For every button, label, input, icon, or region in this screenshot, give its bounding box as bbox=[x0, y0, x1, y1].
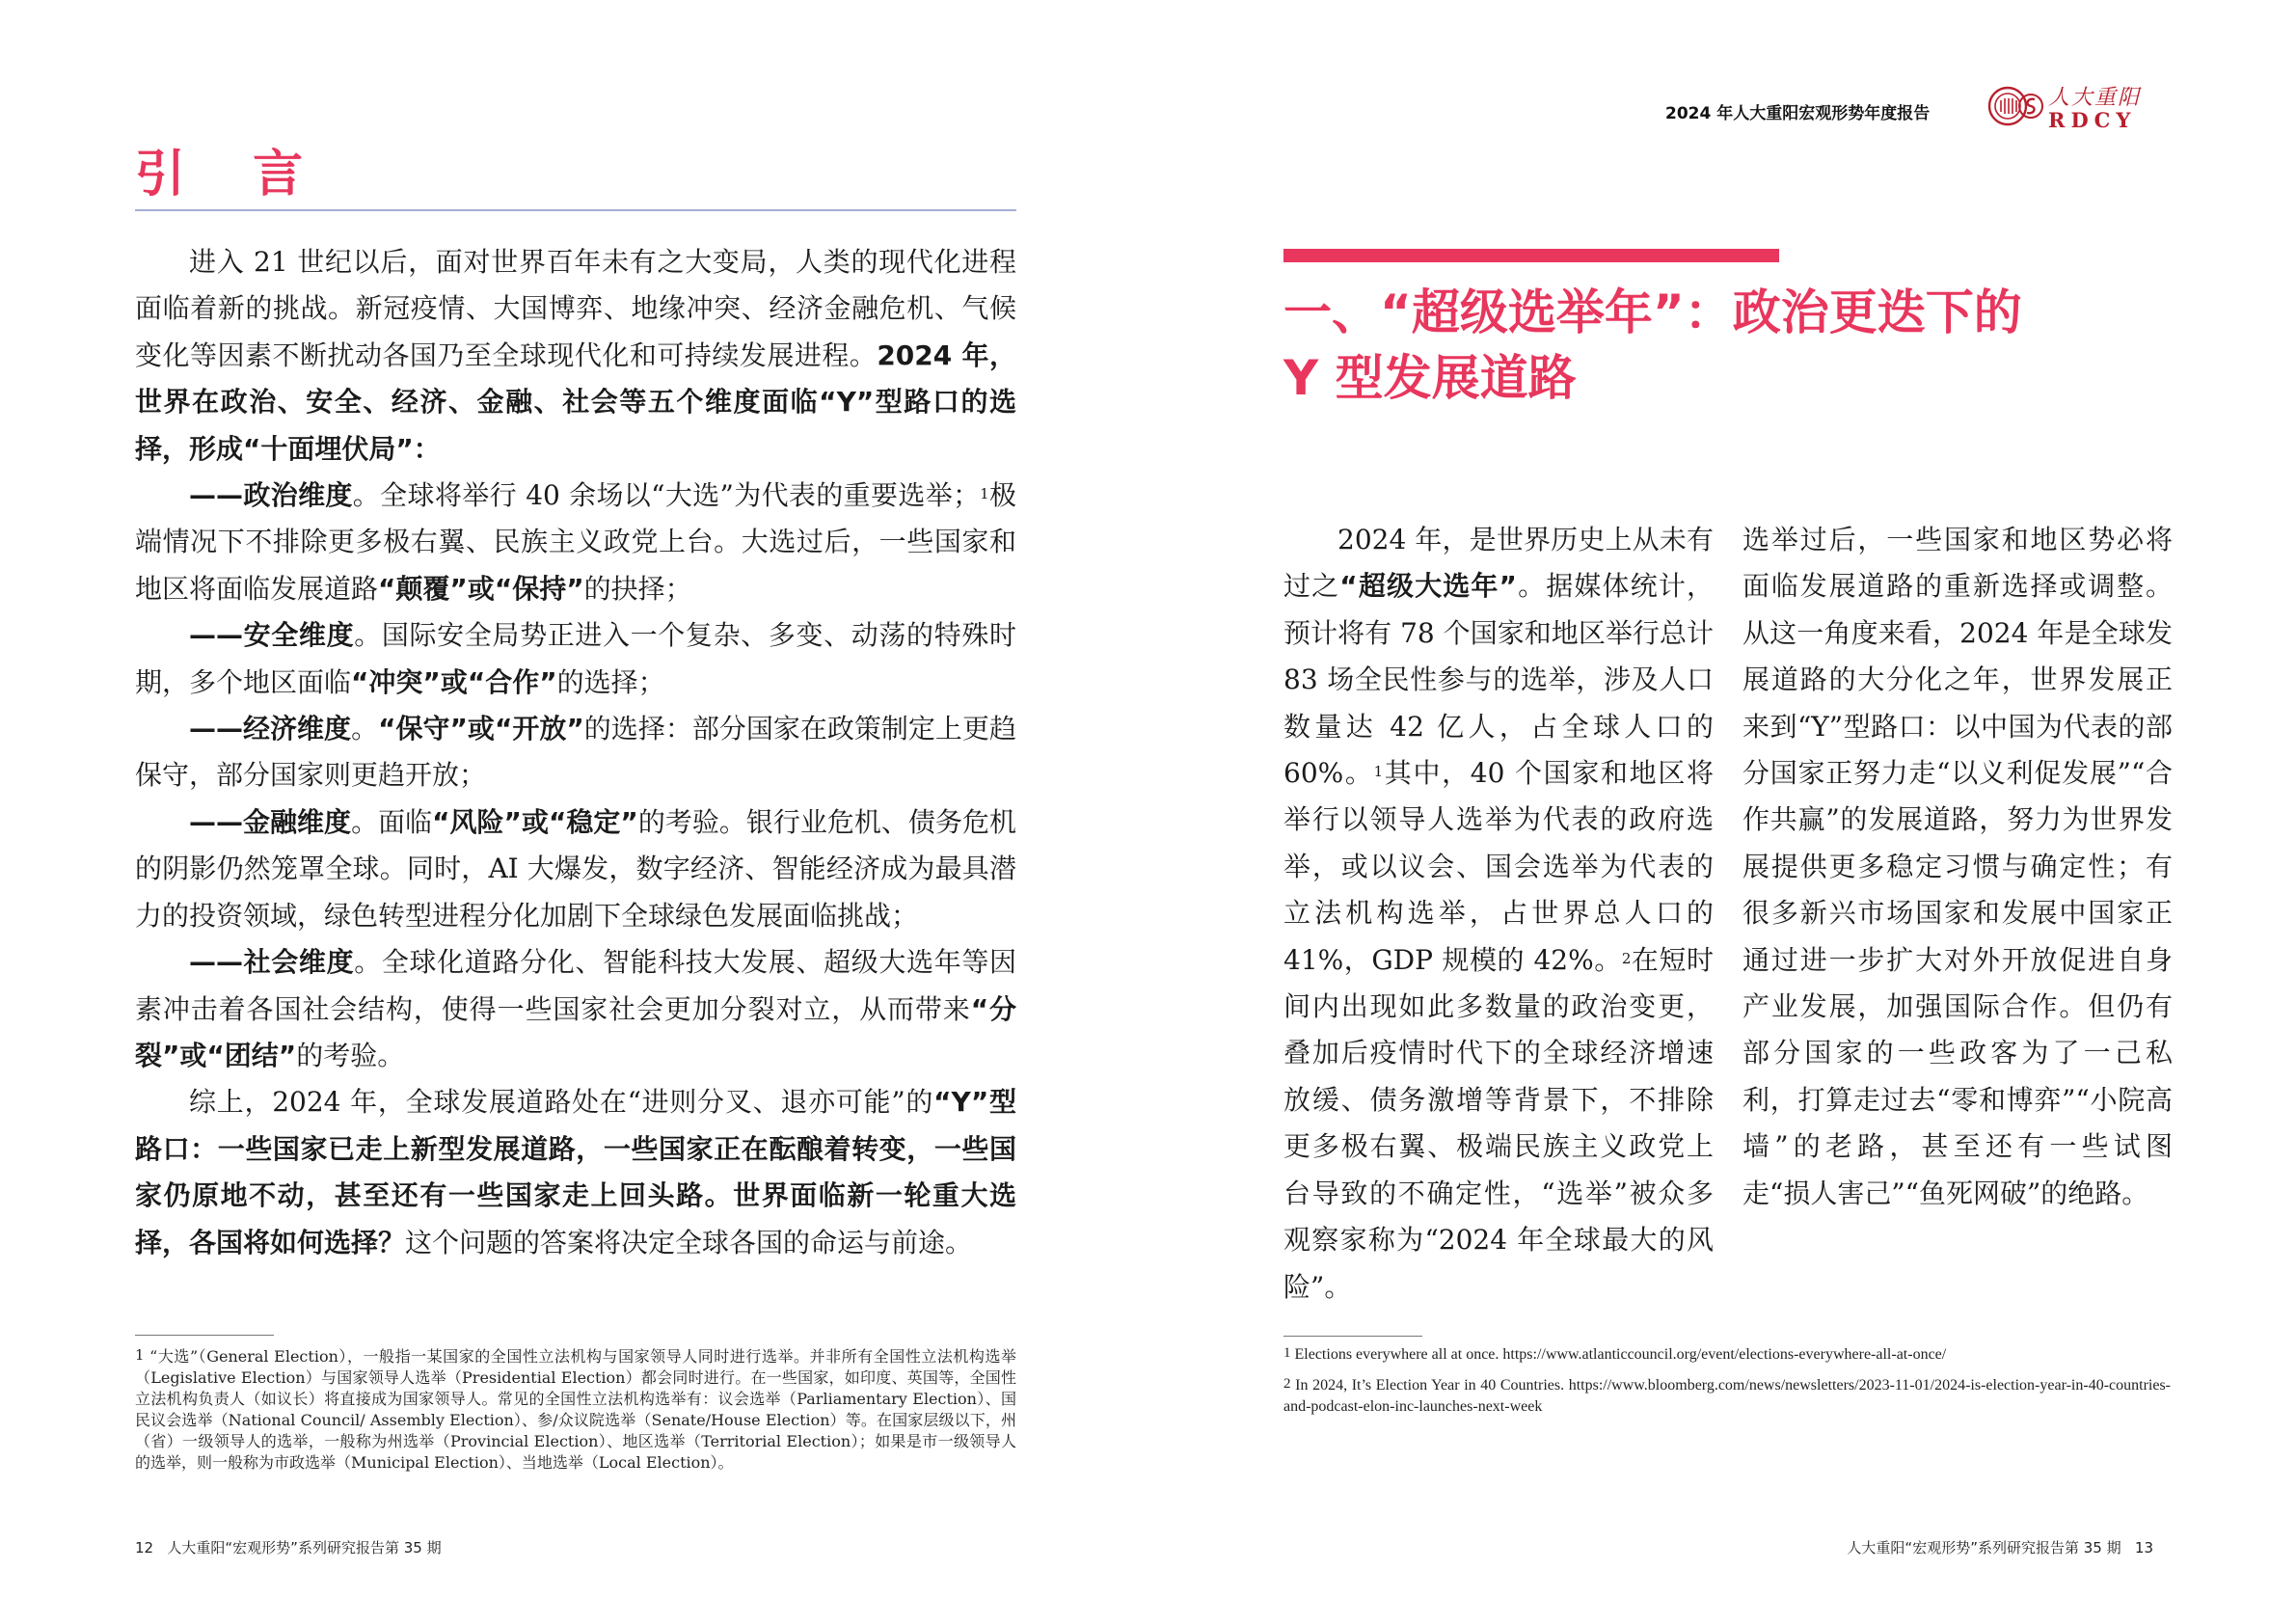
footnote-ref[interactable]: 1 bbox=[980, 485, 989, 503]
title-divider bbox=[135, 209, 1016, 211]
development-path-paragraph: 选举过后，一些国家和地区势必将面临发展道路的重新选择或调整。从这一角度来看，2024 年是全球发展道路的大分化之年，世界发展正来到“Y”型路口：以中国为代表的部分国家正努力走“以义利促发展”“合作共赢”的发展道路，努力为世界发展提供更多稳定习惯与确定性；有很多新兴市场国家和发展中国家正通过进一步扩大对外开放促进自身产业发展，加强国际合作。但仍有部分国家的一些政客为了一己私利，打算走过去“零和博弈”“小院高墙”的老路，甚至还有一些试图走“损人害己”“鱼死网破”的绝路。 bbox=[1742, 524, 2173, 1209]
right-page bbox=[1148, 0, 2296, 1624]
rdcy-emblem-icon bbox=[1986, 79, 2044, 133]
report-header-title: 2024 年人大重阳宏观形势年度报告 bbox=[1665, 104, 1931, 123]
security-dimension: ——安全维度。国际安全局势正进入一个复杂、多变、动荡的特殊时期，多个地区面临“冲突”或“合作”的选择； bbox=[135, 619, 1016, 698]
footnote-1: $^1$ Elections everywhere all at once. https://www.atlanticcouncil.org/event/elections-everywhere-all-at-once/ bbox=[1283, 1345, 1947, 1363]
financial-dimension: ——金融维度。面临“风险”或“稳定”的考验。银行业危机、债务危机的阴影仍然笼罩全球。同时，AI 大爆发，数字经济、智能经济成为最具潜力的投资领域，绿色转型进程分化加剧下全球绿色发展面临挑战； bbox=[135, 805, 1016, 932]
series-label: 人大重阳“宏观形势”系列研究报告第 35 期 bbox=[1847, 1539, 2121, 1556]
political-dimension: ——政治维度。全球将举行 40 余场以“大选”为代表的重要选举；$^1$极端情况下不排除更多极右翼、民族主义政党上台。大选过后，一些国家和地区将面临发展道路“颠覆”或“保持”的抉择； bbox=[135, 479, 1016, 605]
page-number: 13 bbox=[2134, 1539, 2153, 1556]
section-accent-bar bbox=[1283, 249, 1779, 262]
column-left bbox=[1283, 517, 1714, 1311]
page-footer bbox=[135, 1537, 442, 1557]
footnotes bbox=[1283, 1344, 2171, 1418]
intro-paragraph: 进入 21 世纪以后，面对世界百年未有之大变局，人类的现代化进程面临着新的挑战。新冠疫情、大国博弈、地缘冲突、经济金融危机、气候变化等因素不断扰动各国乃至全球现代化和可持续发展进程。2024 年，世界在政治、安全、经济、金融、社会等五个维度面临“Y”型路口的选择，形成“十面埋伏局”： bbox=[135, 246, 1016, 465]
footnote-divider bbox=[1283, 1336, 1422, 1337]
footnote: $^1$ “大选”（General Election），一般指一某国家的全国性立法机构与国家领导人同时进行选举。并非所有全国性立法机构选举（Legislative Election）与国家领导人选举（Presidential Election）都会同时进行。在一些国家，如印度、英国等，全国性立法机构负责人（如议长）将直接成为国家领导人。常见的全国性立法机构选举有：议会选举（Parliamentary Election）、国民议会选举（National Council/ Assembly Election）、参/众议院选举（Senate/House Election）等。在国家层级以下，州（省）一级领导人的选举，一般称为州选举（Provincial Election）、地区选举（Territorial Election）；如果是市一级领导人的选举，则一般称为市政选举（Municipal Election）、当地选举（Local Election）。 bbox=[135, 1346, 1016, 1472]
footnote-ref[interactable]: 2 bbox=[1621, 949, 1632, 967]
summary-paragraph: 综上，2024 年，全球发展道路处在“进则分叉、退亦可能”的“Y”型路口：一些国家已走上新型发展道路，一些国家正在酝酿着转变，一些国家仍原地不动，甚至还有一些国家走上回头路。世界面临新一轮重大选择，各国将如何选择？这个问题的答案将决定全球各国的命运与前途。 bbox=[135, 1086, 1016, 1259]
logo-latin-text: RDCY bbox=[2048, 108, 2137, 132]
economic-dimension: ——经济维度。“保守”或“开放”的选择：部分国家在政策制定上更趋保守，部分国家则更趋开放； bbox=[135, 713, 1016, 792]
super-election-paragraph: 2024 年，是世界历史上从未有过之“超级大选年”。据媒体统计，预计将有 78 个国家和地区举行总计 83 场全民性参与的选举，涉及人口数量达 42 亿人，占全球人口的 60%。$^1$其中，40 个国家和地区将举行以领导人选举为代表的政府选举，或以议会、国会选举为代表的立法机构选举，占世界总人口的 41%，GDP 规模的 42%。$^2$在短时间内出现如此多数量的政治变更，叠加后疫情时代下的全球经济增速放缓、债务激增等背景下，不排除更多极右翼、极端民族主义政党上台导致的不确定性，“选举”被众多观察家称为“2024 年全球最大的风险”。 bbox=[1283, 524, 1714, 1303]
footnote-2: $^2$ In 2024, It’s Election Year in 40 Countries. https://www.bloomberg.com/news/newsletters/2023-11-01/2024-is-election-year-in-40-countries-and-podcast-elon-inc-launches-next-week bbox=[1283, 1376, 2171, 1415]
footnote-divider bbox=[135, 1335, 274, 1336]
footnote-ref[interactable]: 1 bbox=[1373, 763, 1384, 781]
page-title: 引 言 bbox=[135, 146, 329, 203]
intro-body bbox=[135, 239, 1016, 1266]
social-dimension: ——社会维度。全球化道路分化、智能科技大发展、超级大选年等因素冲击着各国社会结构，使得一些国家社会更加分裂对立，从而带来“分裂”或“团结”的考验。 bbox=[135, 946, 1016, 1071]
page-footer bbox=[1847, 1537, 2153, 1557]
page-number: 12 bbox=[135, 1539, 154, 1556]
rdcy-logo bbox=[1986, 79, 2179, 133]
section-title: 一、“超级选举年”：政治更迭下的 Y 型发展道路 bbox=[1283, 284, 2022, 406]
column-right bbox=[1742, 517, 2173, 1217]
series-label: 人大重阳“宏观形势”系列研究报告第 35 期 bbox=[167, 1539, 442, 1556]
logo-chinese-text: 人大重阳 bbox=[2048, 86, 2142, 110]
